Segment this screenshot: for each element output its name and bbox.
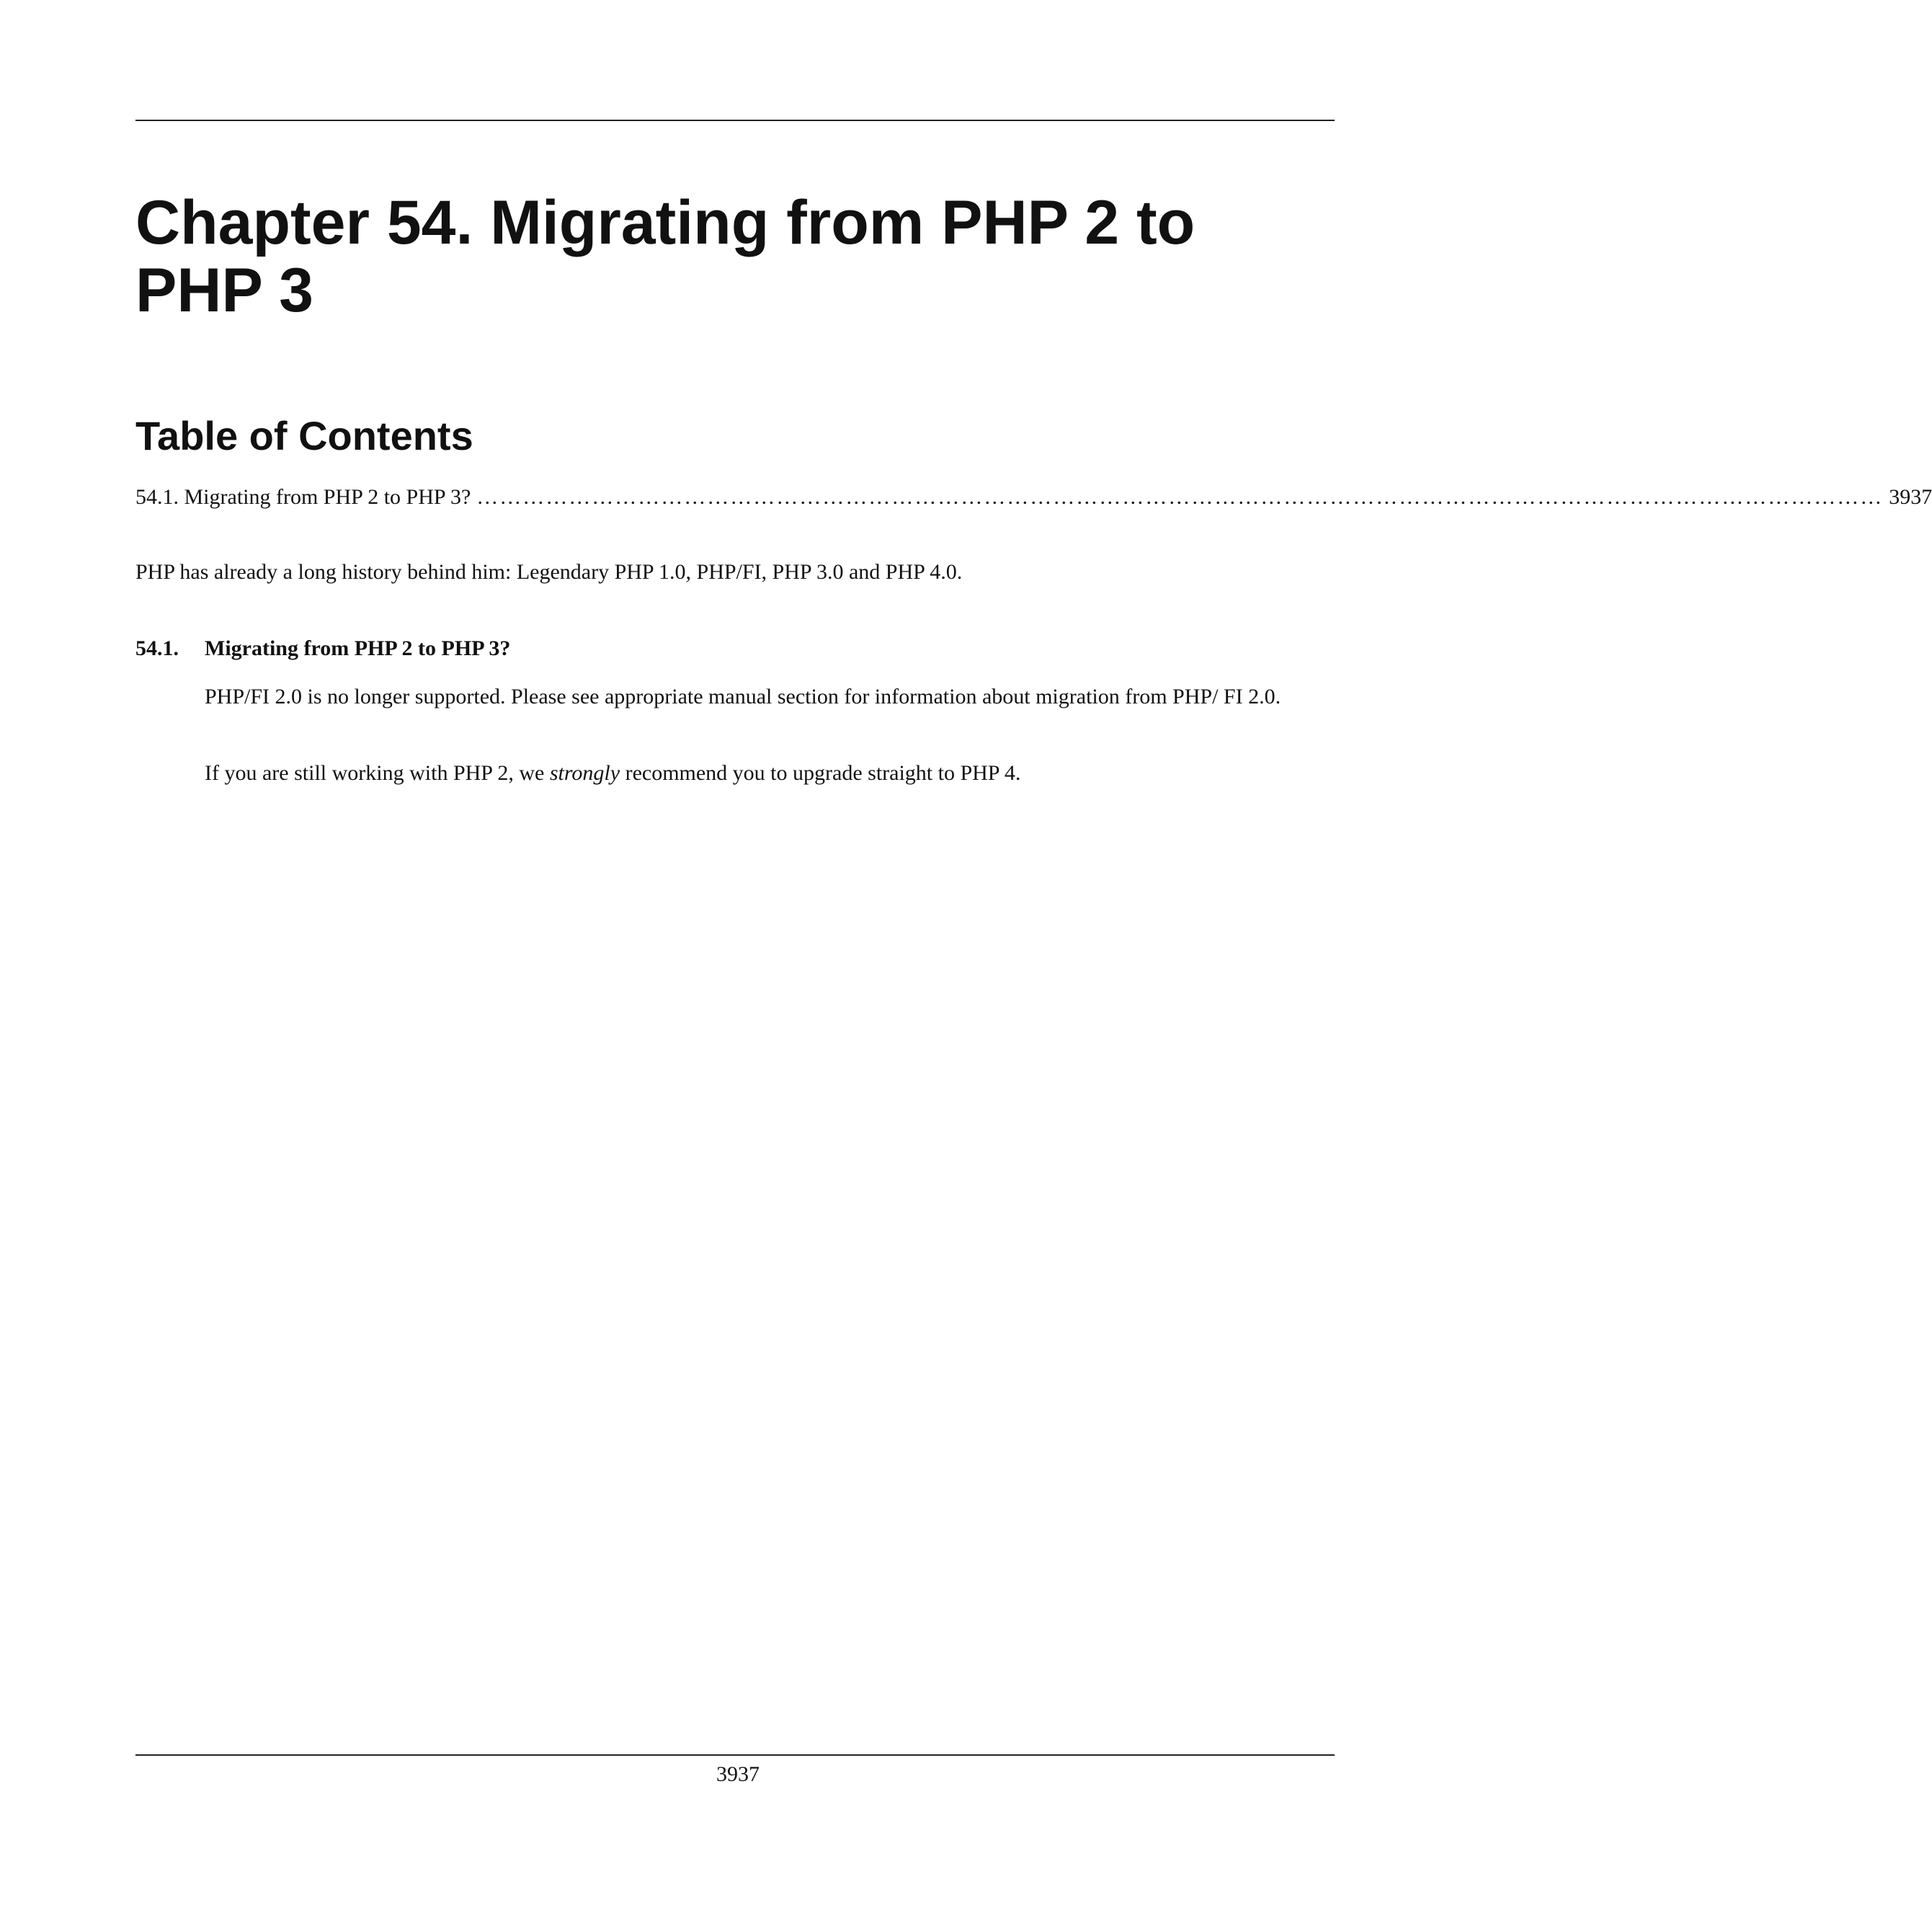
footer-rule [135, 1754, 1335, 1756]
footer-page-number: 3937 [716, 1762, 760, 1786]
toc-entry-dot-leader: ………………………………………………………………………………………………………………………………………………………………… [476, 485, 1884, 509]
toc-entry-54-1[interactable] [135, 483, 1932, 512]
section-paragraph-2 [205, 760, 1335, 787]
toc-entry-page-number: 3937 [1889, 485, 1932, 509]
paragraph-2-text-after: recommend you to upgrade straight to PHP 4. [620, 761, 1021, 785]
section-title: Migrating from PHP 2 to PHP 3? [205, 636, 511, 660]
header-rule [135, 120, 1335, 121]
paragraph-2-text-before: If you are still working with PHP 2, we [205, 761, 550, 785]
section-paragraph-1: PHP/FI 2.0 is no longer supported. Please see appropriate manual section for information about migration from PHP/ FI 2.0. [205, 685, 1281, 709]
toc-heading: Table of Contents [135, 413, 473, 458]
paragraph-2-emphasis: strongly [549, 761, 620, 785]
chapter-title: Chapter 54. Migrating from PHP 2 to PHP 3 [135, 188, 1196, 325]
section-heading [135, 634, 510, 663]
toc-entry-label: 54.1. Migrating from PHP 2 to PHP 3? [135, 485, 471, 509]
intro-paragraph: PHP has already a long history behind him: Legendary PHP 1.0, PHP/FI, PHP 3.0 and PHP 4.0. [135, 560, 963, 584]
section-number: 54.1. [135, 636, 179, 660]
